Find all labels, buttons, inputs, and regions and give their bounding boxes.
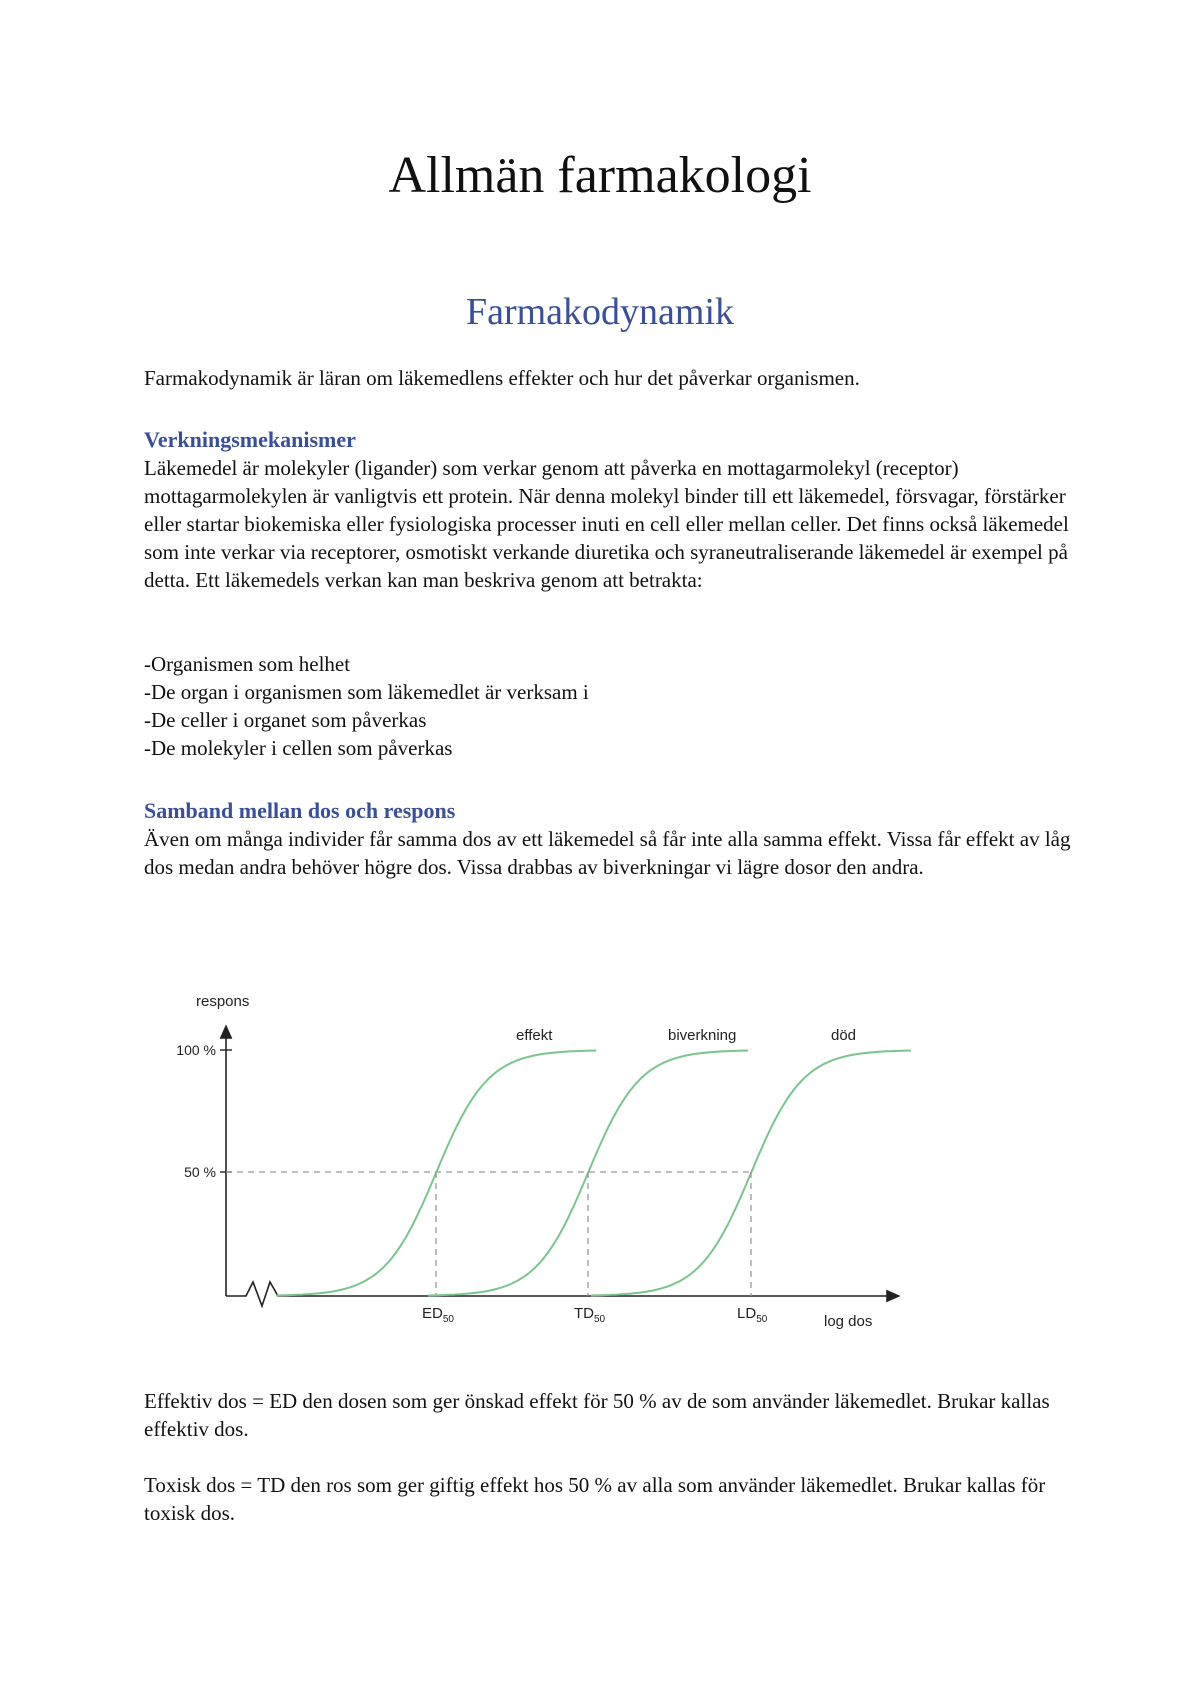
list-item: -De celler i organet som påverkas [144, 708, 427, 732]
list-item: -Organismen som helhet [144, 652, 351, 676]
x-axis [226, 1282, 899, 1306]
subsection-heading-dose-response: Samband mellan dos och respons [144, 798, 456, 823]
list-item: -De molekyler i cellen som påverkas [144, 736, 453, 760]
y-tick-label: 50 % [184, 1164, 216, 1180]
list-item: -De organ i organismen som läkemedlet är verksam i [144, 680, 589, 704]
dose-response-chart [164, 966, 924, 1336]
definition-ed: Effektiv dos = ED den dosen som ger önskad effekt för 50 % av de som använder läkemedlet. Brukar kallas effektiv dos. [144, 1389, 1050, 1441]
series-label: effekt [516, 1027, 553, 1044]
intro-paragraph: Farmakodynamik är läran om läkemedlens effekter och hur det påverkar organismen. [144, 366, 860, 390]
definition-td: Toxisk dos = TD den ros som ger giftig effekt hos 50 % av alla som använder läkemedlet. Brukar kallas för toxisk dos. [144, 1473, 1046, 1525]
mechanisms-list [144, 650, 1084, 762]
series-label: biverkning [668, 1027, 737, 1044]
section-title: Farmakodynamik [465, 291, 735, 333]
subsection-heading-mechanisms: Verkningsmekanismer [144, 427, 356, 452]
x-tick-label: $TD_{50}$ [574, 1305, 606, 1325]
y-axis-label: respons [196, 993, 250, 1010]
x-axis-label: log dos [824, 1313, 873, 1330]
series-label: död [831, 1027, 857, 1044]
mechanisms-paragraph: Läkemedel är molekyler (ligander) som verkar genom att påverka en mottagarmolekyl (receptor) mottagarmolekylen är vanligtvis ett protein. När denna molekyl binder till ett läkemedel, försvagar, förstärker eller startar biokemiska eller fysiologiska processer inuti en cell eller mellan celler. Det finns också läkemedel som inte verkar via receptorer, osmotiskt verkande diuretika och syraneutraliserande läkemedel är exempel på detta. Ett läkemedels verkan kan man beskriva genom att betrakta: [144, 456, 1069, 592]
x-tick-label: $ED_{50}$ [422, 1305, 454, 1325]
x-tick-label: $LD_{50}$ [737, 1305, 768, 1325]
dose-response-paragraph: Även om många individer får samma dos av ett läkemedel så får inte alla samma effekt. Vissa får effekt av låg dos medan andra behöver högre dos. Vissa drabbas av biverkningar vi lägre dosor den andra. [144, 827, 1071, 879]
document-title: Allmän farmakologi [388, 147, 812, 204]
y-tick-label: 100 % [176, 1042, 216, 1058]
